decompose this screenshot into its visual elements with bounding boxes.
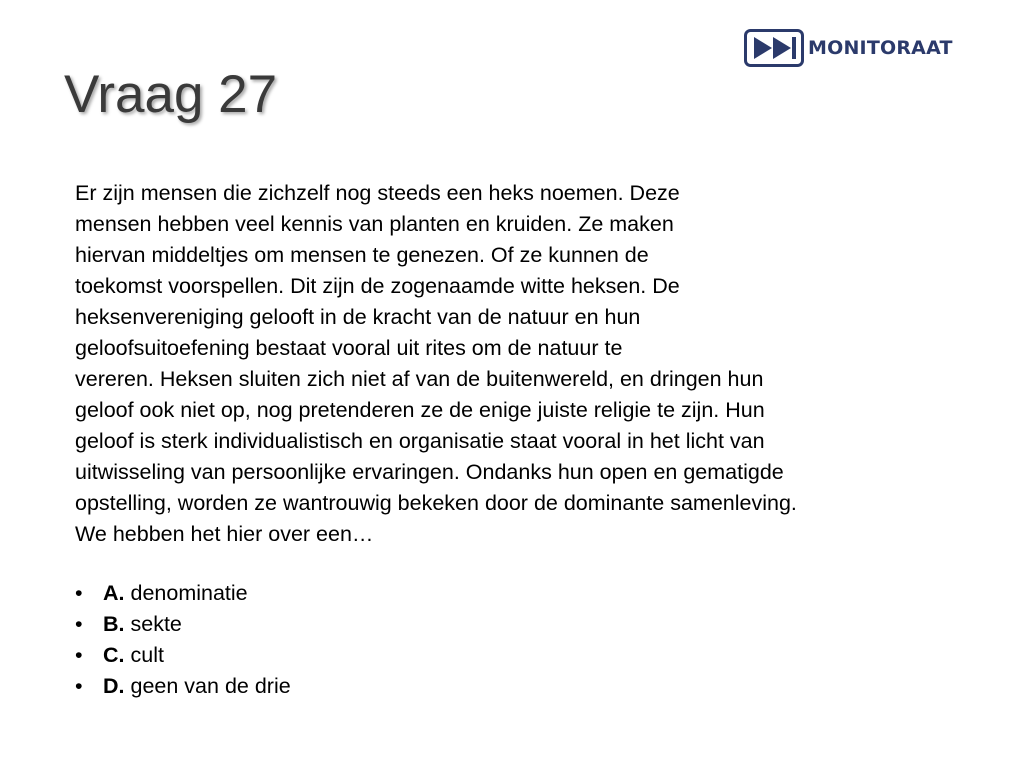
question-line: We hebben het hier over een… (75, 522, 374, 546)
option-text: sekte (130, 612, 182, 636)
question-line: geloof ook niet op, nog pretenderen ze de enige juiste religie te zijn. Hun (75, 398, 765, 422)
question-line: opstelling, worden ze wantrouwig bekeken door de dominante samenleving. (75, 491, 797, 515)
question-line: toekomst voorspellen. Dit zijn de zogenaamde witte heksen. De (75, 274, 680, 298)
option-letter: C. (103, 643, 125, 667)
option-a[interactable] (75, 578, 291, 609)
question-text (75, 178, 955, 550)
option-text: cult (130, 643, 164, 667)
question-line: vereren. Heksen sluiten zich niet af van de buitenwereld, en dringen hun (75, 367, 764, 391)
question-line: uitwisseling van persoonlijke ervaringen. Ondanks hun open en gematigde (75, 460, 784, 484)
bullet: • (75, 612, 83, 636)
option-text: denominatie (130, 581, 248, 605)
monitoraat-logo (744, 29, 953, 67)
question-line: Er zijn mensen die zichzelf nog steeds een heks noemen. Deze (75, 181, 680, 205)
question-line: hiervan middeltjes om mensen te genezen. Of ze kunnen de (75, 243, 649, 267)
option-text: geen van de drie (130, 674, 291, 698)
option-letter: A. (103, 581, 125, 605)
option-b[interactable] (75, 609, 291, 640)
bullet: • (75, 581, 83, 605)
bullet: • (75, 643, 83, 667)
fast-forward-icon (744, 29, 804, 67)
question-line: geloofsuitoefening bestaat vooral uit rites om de natuur te (75, 336, 623, 360)
question-line: geloof is sterk individualistisch en organisatie staat vooral in het licht van (75, 429, 765, 453)
option-c[interactable] (75, 640, 291, 671)
option-letter: B. (103, 612, 125, 636)
option-d[interactable] (75, 671, 291, 702)
answer-options (75, 578, 291, 702)
page-title: Vraag 27 (64, 65, 278, 124)
bullet: • (75, 674, 83, 698)
question-line: heksenvereniging gelooft in de kracht van de natuur en hun (75, 305, 641, 329)
question-line: mensen hebben veel kennis van planten en kruiden. Ze maken (75, 212, 674, 236)
option-letter: D. (103, 674, 125, 698)
logo-text: MONITORAAT (808, 37, 953, 59)
